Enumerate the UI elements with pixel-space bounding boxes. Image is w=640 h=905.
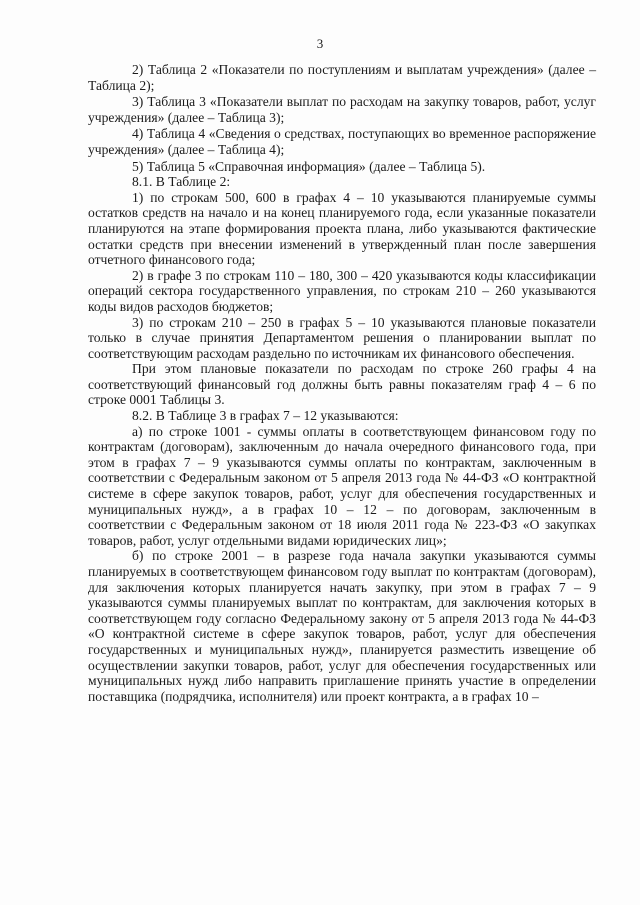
paragraph-8-2-item-a: а) по строке 1001 - суммы оплаты в соответствующем финансовом году по контрактам (договорам), заключенным до начала очередного финансового года, при этом в графах 7 – 9 указываются суммы оплаты по контрактам, заключенным в соответствии с Федеральным законом от 5 апреля 2013 года № 44-ФЗ «О контрактной системе в сфере закупок товаров, работ, услуг для обеспечения государственных и муниципальных нужд», а в графах 10 – 12 – по договорам, заключенным в соответствии с Федеральным законом от 18 июля 2011 года № 223-ФЗ «О закупках товаров, работ, услуг отдельными видами юридических лиц»; (88, 423, 596, 548)
paragraph-table-2: 2) Таблица 2 «Показатели по поступлениям и выплатам учреждения» (далее – Таблица 2); (88, 62, 596, 93)
paragraph-table-3: 3) Таблица 3 «Показатели выплат по расходам на закупку товаров, работ, услуг учреждения» (далее – Таблица 3); (88, 94, 596, 125)
paragraph-8-1-item-2: 2) в графе 3 по строкам 110 – 180, 300 – 420 указываются коды классификации операций сектора государственного управления, по строкам 210 – 260 указываются коды видов расходов бюджетов; (88, 267, 596, 314)
section-heading-8-1: 8.1. В Таблице 2: (132, 174, 231, 190)
section-heading-8-2: 8.2. В Таблице 3 в графах 7 – 12 указываются: (132, 408, 399, 424)
paragraph-8-1-item-1: 1) по строкам 500, 600 в графах 4 – 10 указываются планируемые суммы остатков средств на начало и на конец планируемого года, если указанные показатели планируются на этапе формирования проекта плана, либо указываются фактические остатки средств при внесении изменений в утвержденный план после завершения отчетного финансового года; (88, 189, 596, 268)
document-body (88, 62, 596, 704)
paragraph-table-4: 4) Таблица 4 «Сведения о средствах, поступающих во временное распоряжение учреждения» (далее – Таблица 4); (88, 126, 596, 157)
page-number: 3 (316, 36, 324, 51)
paragraph-8-1-note: При этом плановые показатели по расходам по строке 260 графы 4 на соответствующий финансовый год должны быть равны показателям граф 4 – 6 по строке 0001 Таблицы 3. (88, 361, 596, 408)
paragraph-table-5: 5) Таблица 5 «Справочная информация» (далее – Таблица 5). (132, 158, 486, 174)
paragraph-8-2-item-b: б) по строке 2001 – в разрезе года начала закупки указываются суммы планируемых в соответствующем финансовом году выплат по контрактам (договорам), для заключения которых планируется начать закупку, при этом в графах 7 – 9 указываются суммы планируемых выплат по контрактам, для заключения которых в соответствующем году согласно Федеральному закону от 5 апреля 2013 года № 44-ФЗ «О контрактной системе в сфере закупок товаров, работ, услуг для обеспечения государственных и муниципальных нужд», планируется разместить извещение об осуществлении закупки товаров, работ, услуг для обеспечения государственных или муниципальных нужд либо направить приглашение принять участие в определении поставщика (подрядчика, исполнителя) или проект контракта, а в графах 10 – (88, 548, 596, 704)
paragraph-8-1-item-3: 3) по строкам 210 – 250 в графах 5 – 10 указываются плановые показатели только в случае принятия Департаментом решения о планировании выплат по соответствующим расходам раздельно по источникам их финансового обеспечения. (88, 314, 596, 361)
